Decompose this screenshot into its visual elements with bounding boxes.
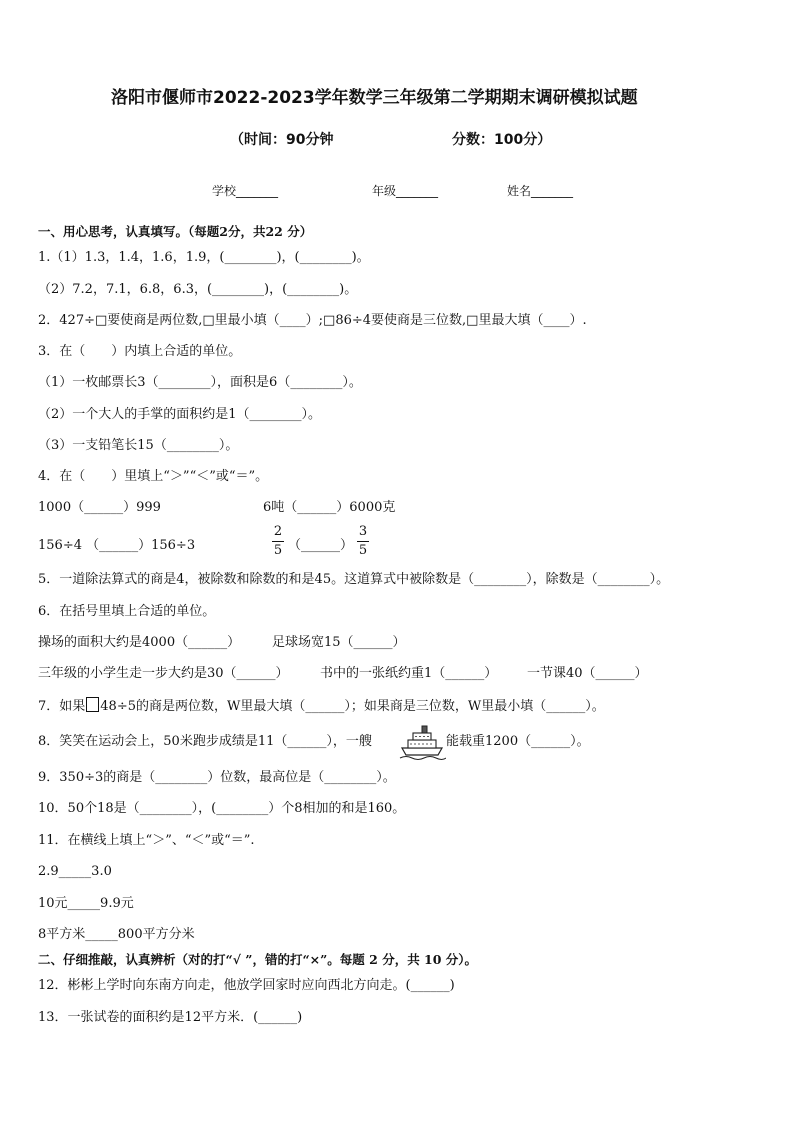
section-2-heading: 二、仔细推敲，认真辨析（对的打“√ ”，错的打“×”。每题 2 分，共 10 分）。 [38,952,478,967]
question-3a: （1）一枚邮票长3（________），面积是6（________）。 [38,375,362,390]
fraction-numerator: 3 [358,524,368,539]
fraction-three-fifths [357,525,369,558]
section-1-heading: 一、用心思考，认真填写。（每题2分，共22 分） [38,224,313,239]
fraction-denominator: 5 [358,543,368,558]
question-4: 4．在（ ）里填上“＞”“＜”或“＝”。 [38,469,269,484]
question-6e: 一节课40（______） [527,666,648,681]
question-6: 6．在括号里填上合适的单位。 [38,604,216,619]
grade-field: 年级_______ [372,184,439,198]
question-10: 10．50个18是（________），(________）个8相加的和是160。 [38,801,406,816]
question-8-prefix: 8．笑笑在运动会上，50米跑步成绩是11（______），一艘 [38,734,372,749]
fraction-denominator: 5 [273,543,283,558]
name-field: 姓名_______ [507,184,574,198]
question-3c: （3）一支铅笔长15（________）。 [38,438,239,453]
question-9: 9．350÷3的商是（________）位数，最高位是（________）。 [38,770,396,785]
question-4d-blank: （______） [288,538,354,553]
question-4a: 1000（______）999 [38,500,161,515]
question-11a: 2.9_____3.0 [38,864,112,879]
fraction-two-fifths [272,525,284,558]
question-6a: 操场的面积大约是4000（______） [38,635,241,650]
square-box-icon [86,697,99,712]
question-6c: 三年级的小学生走一步大约是30（______） [38,666,289,681]
exam-score: 分数：100分） [452,132,552,148]
question-8-suffix: 能载重1200（______）。 [446,734,590,749]
question-5: 5．一道除法算式的商是4，被除数和除数的和是45。这道算式中被除数是（________），除数是（________）。 [38,572,670,587]
question-4c: 156÷4 （______）156÷3 [38,538,196,553]
question-3b: （2）一个大人的手掌的面积约是1（________）。 [38,407,322,422]
question-13: 13．一张试卷的面积约是12平方米．(______) [38,1010,303,1025]
question-3: 3．在（ ）内填上合适的单位。 [38,344,242,359]
question-12: 12．彬彬上学时向东南方向走，他放学回家时应向西北方向走。(______) [38,978,455,993]
question-7 [38,697,605,716]
question-4b: 6吨（______）6000克 [263,500,396,515]
school-field: 学校_______ [212,184,279,198]
question-11: 11．在横线上填上“＞”、“＜”或“＝”. [38,833,255,848]
ship-icon [398,722,446,762]
question-7-suffix: 48÷5的商是两位数，W里最大填（______）；如果商是三位数，W里最小填（______）。 [100,699,605,714]
question-7-prefix: 7．如果 [38,699,86,714]
question-1a: 1.（1）1.3，1.4，1.6，1.9，(________)，(________)。 [38,250,370,265]
page-title: 洛阳市偃师市2022-2023学年数学三年级第二学期期末调研模拟试题 [111,88,638,108]
question-11b: 10元_____9.9元 [38,896,134,911]
fraction-numerator: 2 [273,524,283,539]
question-11c: 8平方米_____800平方分米 [38,927,195,942]
question-6d: 书中的一张纸约重1（______） [320,666,498,681]
exam-time: （时间：90分钟 [230,132,334,148]
question-2: 2．427÷□要使商是两位数,□里最小填（____）;□86÷4要使商是三位数,□里最大填（____）. [38,313,587,328]
question-6b: 足球场宽15（______） [272,635,406,650]
question-1b: （2）7.2，7.1，6.8，6.3，(________)，(________)。 [38,282,358,297]
